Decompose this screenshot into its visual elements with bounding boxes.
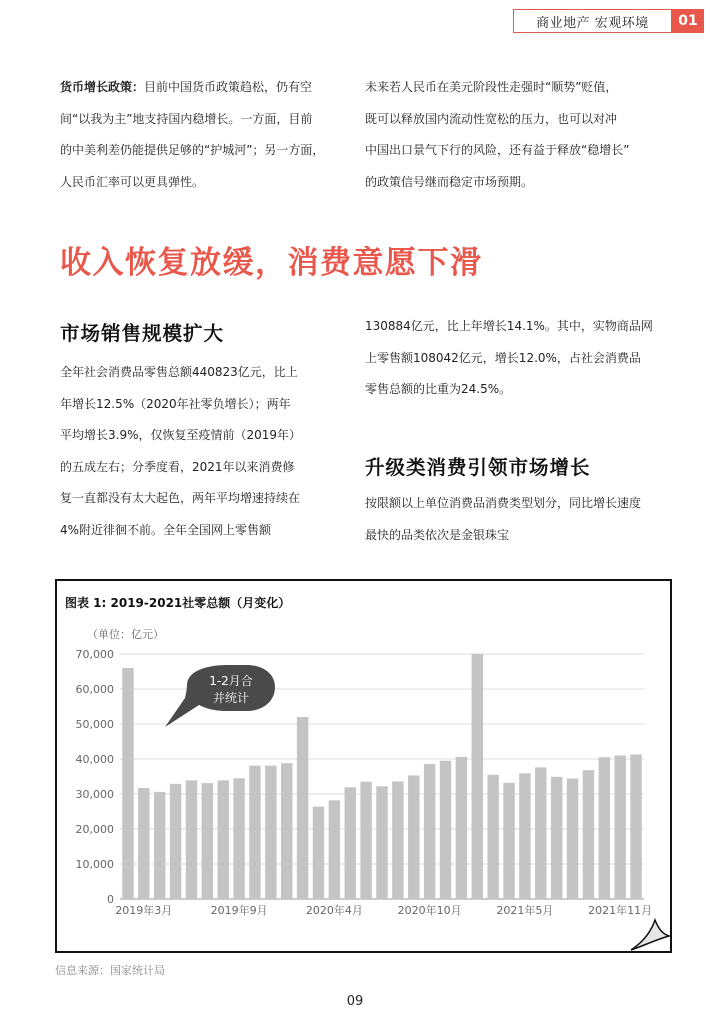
text-line: 上零售额108042亿元，增长12.0%，占社会消费品 — [365, 350, 641, 365]
policy-lead: 货币增长政策： — [60, 80, 145, 94]
bar-2021-11 — [614, 756, 625, 900]
bar-2020-05 — [345, 787, 356, 899]
x-tick-label: 2019年9月 — [210, 904, 268, 917]
retail-sales-bar-chart — [57, 581, 670, 951]
chart-unit-label: （单位：亿元） — [87, 628, 164, 641]
section-number: 01 — [672, 9, 704, 33]
annotation-callout — [165, 665, 275, 727]
y-tick-label: 50,000 — [75, 718, 114, 731]
x-tick-label: 2020年4月 — [305, 904, 363, 917]
section2-paragraph — [365, 488, 675, 551]
text-line: 的中美利差仍能提供足够的“护城河”；另一方面， — [60, 143, 325, 157]
section1-paragraph — [60, 357, 350, 546]
text-line: 间“以我为主”地支持国内稳增长。一方面，目前 — [60, 111, 313, 126]
text-line: 平均增长3.9%，仅恢复至疫情前（2019年） — [60, 428, 302, 442]
text-line: 按限额以上单位消费品消费类型划分，同比增长速度 — [365, 496, 642, 510]
section1-title: 市场销售规模扩大 — [60, 322, 225, 345]
y-tick-label: 70,000 — [75, 648, 114, 661]
text-line: 人民币汇率可以更具弹性。 — [60, 174, 205, 189]
bar-2021-10 — [599, 757, 610, 899]
section2-title: 升级类消费引领市场增长 — [365, 456, 591, 479]
text-line: 全年社会消费品零售总额440823亿元，比上 — [60, 365, 298, 379]
main-title: 收入恢复放缓，消费意愿下滑 — [60, 245, 483, 281]
text-line: 130884亿元，比上年增长14.1%。其中，实物商品网 — [365, 319, 653, 333]
bar-2019-08 — [218, 780, 229, 899]
x-tick-label: 2021年11月 — [588, 904, 653, 917]
bar-2019-07 — [202, 783, 213, 899]
x-tick-label: 2020年10月 — [397, 904, 462, 917]
section1-continued — [365, 311, 675, 406]
bar-2020-12 — [456, 757, 467, 899]
bar-2019-03 — [138, 788, 149, 899]
bar-2021-07 — [551, 777, 562, 899]
x-tick-label: 2021年5月 — [496, 904, 554, 917]
y-tick-label: 0 — [107, 893, 114, 906]
bar-2019-09 — [233, 778, 244, 899]
chart-frame — [55, 579, 672, 953]
text-line: 最快的品类依次是金银珠宝 — [365, 527, 510, 542]
bar-2019-10 — [249, 766, 260, 899]
bar-2019-04 — [154, 792, 165, 899]
text-line: 未来若人民币在美元阶段性走强时“顺势”贬值， — [365, 80, 618, 94]
bar-2020-06 — [360, 782, 371, 899]
text-line: 零售总额的比重为24.5%。 — [365, 382, 512, 396]
bar-32 — [630, 754, 641, 899]
bar-2020-03 — [313, 807, 324, 899]
bar-2020-10 — [424, 764, 435, 899]
bar-2019-06 — [186, 780, 197, 899]
text-line: 年增长12.5%（2020年社零负增长）；两年 — [60, 396, 291, 411]
bar-2020-11 — [440, 761, 451, 899]
y-tick-label: 30,000 — [75, 788, 114, 801]
bar-2021-08 — [567, 779, 578, 899]
bar-2021-09 — [583, 770, 594, 899]
top-right-paragraph — [365, 72, 665, 198]
page-number: 09 — [346, 994, 364, 1009]
bar-2019-12 — [281, 763, 292, 899]
top-left-paragraph — [60, 72, 350, 198]
annotation-line1: 1-2月合 — [209, 674, 253, 688]
bar-2019-05 — [170, 784, 181, 899]
text-line: 中国出口景气下行的风险，还有益于释放“稳增长” — [365, 143, 630, 157]
chart-title: 图表 1: 2019-2021社零总额（月变化） — [65, 596, 291, 610]
source-note: 信息来源：国家统计局 — [55, 964, 165, 977]
bar-2019-11 — [265, 766, 276, 899]
text-line: 的政策信号继而稳定市场预期。 — [365, 174, 534, 189]
bar-2020-08 — [392, 781, 403, 899]
text-line: 4%附近徘徊不前。全年全国网上零售额 — [60, 522, 272, 537]
bar-2020-07 — [376, 786, 387, 899]
bar-2021-06 — [535, 767, 546, 899]
bar-2019-02 — [122, 668, 133, 899]
section-header: 商业地产 宏观环境 — [513, 9, 672, 33]
annotation-line2: 并统计 — [212, 691, 250, 705]
bar-2021-03 — [487, 775, 498, 899]
y-tick-label: 20,000 — [75, 823, 114, 836]
bar-2020-09 — [408, 775, 419, 899]
text-line: 复一直都没有太大起色，两年平均增速持续在 — [60, 491, 301, 505]
text-line: 的五成左右；分季度看，2021年以来消费修 — [60, 459, 295, 474]
bar-2020-02 — [297, 717, 308, 899]
bar-2021-02 — [472, 654, 483, 899]
x-tick-label: 2019年3月 — [115, 904, 173, 917]
bar-2020-04 — [329, 800, 340, 899]
page-curl-decoration — [629, 916, 671, 952]
y-tick-label: 60,000 — [75, 683, 114, 696]
text-line: 目前中国货币政策趋松，仍有空 — [144, 80, 313, 94]
text-line: 既可以释放国内流动性宽松的压力，也可以对冲 — [365, 111, 618, 126]
y-tick-label: 10,000 — [75, 858, 114, 871]
y-tick-label: 40,000 — [75, 753, 114, 766]
bar-2021-04 — [503, 783, 514, 899]
bar-2021-05 — [519, 773, 530, 899]
